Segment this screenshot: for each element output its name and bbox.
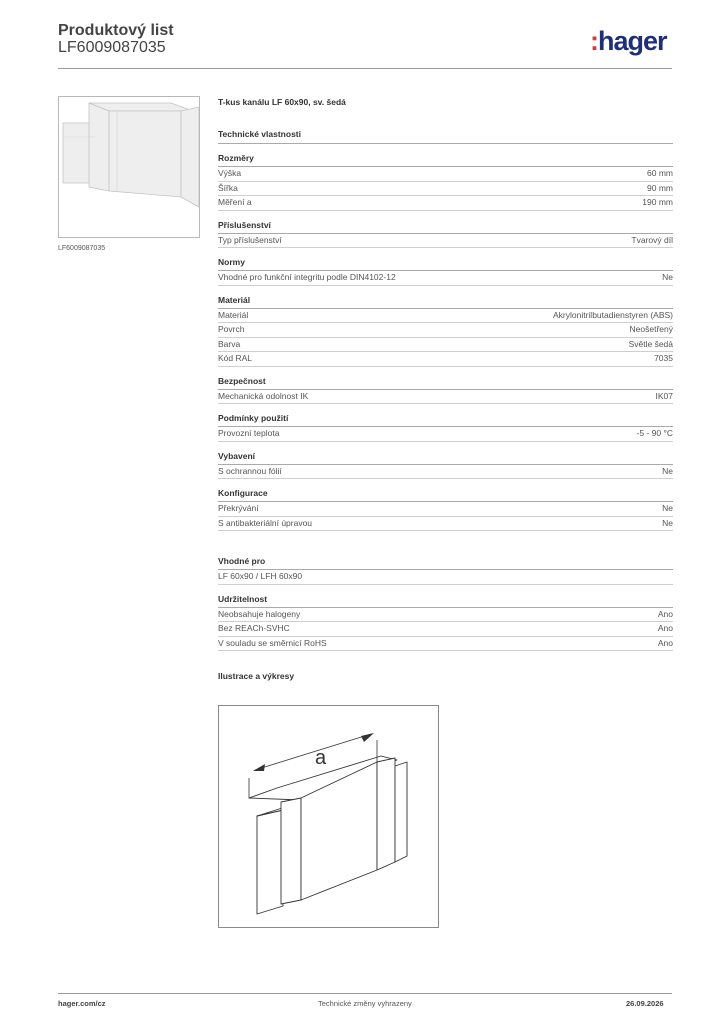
section-title: Podmínky použití (218, 412, 673, 427)
spec-value: 60 mm (647, 168, 673, 178)
spec-row (218, 234, 673, 249)
spec-value: 90 mm (647, 182, 673, 193)
spec-value: IK07 (655, 390, 673, 401)
footer-website-link[interactable]: hager.com/cz (58, 999, 106, 1008)
image-caption: LF6009087035 (58, 245, 106, 252)
compat-sections (218, 555, 673, 651)
header-title: Produktový list (58, 22, 174, 39)
spec-value: Ne (662, 272, 673, 282)
spec-section (218, 487, 673, 531)
spec-row (218, 390, 673, 405)
spec-value: Neošetřený (629, 324, 673, 334)
section-title: Vybavení (218, 450, 673, 465)
spec-value: Ne (662, 517, 673, 528)
spec-row (218, 182, 673, 197)
spec-value: Ano (657, 623, 673, 633)
spec-row (218, 352, 673, 367)
spec-value: 7035 (654, 353, 673, 363)
spec-label: Bez REACh-SVHC (218, 623, 290, 633)
section-title: Udržitelnost (218, 593, 673, 608)
product-name: T-kus kanálu LF 60x90, sv. šedá (218, 97, 346, 107)
section-title: Normy (218, 256, 673, 271)
footer-date: 26.09.2026 (626, 999, 664, 1008)
spec-row (218, 338, 673, 353)
spec-label: Výška (218, 168, 242, 178)
spec-label: Provozní teplota (218, 428, 280, 438)
spec-label: Materiál (218, 309, 249, 320)
spec-value: Ne (662, 465, 673, 476)
spec-value: Ano (657, 637, 673, 648)
tech-properties-title: Technické vlastnosti (218, 129, 673, 144)
spec-row (218, 196, 673, 211)
spec-sections (218, 152, 673, 531)
spec-value: Tvarový díl (631, 234, 673, 245)
spec-section (218, 219, 673, 249)
section-title: Konfigurace (218, 487, 673, 502)
dimension-drawing (218, 705, 439, 928)
spec-label: Překrývání (218, 503, 259, 513)
spec-label: S antibakteriální úpravou (218, 517, 313, 528)
spec-label: Neobsahuje halogeny (218, 608, 301, 619)
spec-label: Typ příslušenství (218, 234, 282, 245)
spec-label: Kód RAL (218, 353, 253, 363)
spec-row (218, 608, 673, 623)
spec-value: Světle šedá (628, 338, 673, 349)
spec-row (218, 622, 673, 637)
spec-section (218, 375, 673, 405)
illustrations-title: Ilustrace a výkresy (218, 671, 295, 681)
spec-row (218, 517, 673, 532)
spec-value: Akrylonitrilbutadienstyren (ABS) (553, 309, 673, 320)
hager-logo[interactable]: :hager (590, 26, 667, 56)
spec-label: V souladu se směrnicí RoHS (218, 637, 327, 648)
spec-section (218, 593, 673, 652)
spec-section (218, 152, 673, 211)
spec-value: Ne (662, 503, 673, 513)
spec-label: Mechanická odolnost IK (218, 390, 309, 401)
spec-row (218, 427, 673, 442)
header-divider (58, 68, 672, 69)
spec-label: Šířka (218, 182, 238, 193)
spec-value: 190 mm (642, 197, 673, 207)
spec-label: LF 60x90 / LFH 60x90 (218, 571, 303, 581)
spec-section (218, 555, 673, 585)
spec-row (218, 309, 673, 324)
spec-row (218, 167, 673, 182)
section-title: Materiál (218, 294, 673, 309)
spec-value: -5 - 90 °C (636, 428, 673, 438)
spec-section (218, 294, 673, 367)
section-title: Vhodné pro (218, 555, 673, 570)
section-title: Rozměry (218, 152, 673, 167)
spec-column (218, 92, 673, 681)
spec-row (218, 570, 673, 585)
spec-section (218, 412, 673, 442)
spec-label: Měření a (218, 197, 252, 207)
footer-divider (58, 993, 672, 994)
logo-text: hager (598, 26, 667, 56)
section-title: Bezpečnost (218, 375, 673, 390)
spec-label: Barva (218, 338, 241, 349)
footer-note: Technické změny vyhrazeny (318, 999, 412, 1008)
dimension-label-a: a (315, 747, 327, 769)
spec-label: S ochrannou fólií (218, 465, 282, 476)
spec-row (218, 323, 673, 338)
spec-row (218, 271, 673, 286)
spec-section (218, 450, 673, 480)
spec-row (218, 502, 673, 517)
section-title: Příslušenství (218, 219, 673, 234)
spec-label: Vhodné pro funkční integritu podle DIN4102-12 (218, 272, 396, 282)
spec-section (218, 256, 673, 286)
spec-row (218, 637, 673, 652)
spec-value: Ano (657, 608, 673, 619)
spec-label: Povrch (218, 324, 245, 334)
spec-row (218, 465, 673, 480)
product-code: LF6009087035 (58, 39, 166, 56)
product-image (58, 96, 200, 238)
